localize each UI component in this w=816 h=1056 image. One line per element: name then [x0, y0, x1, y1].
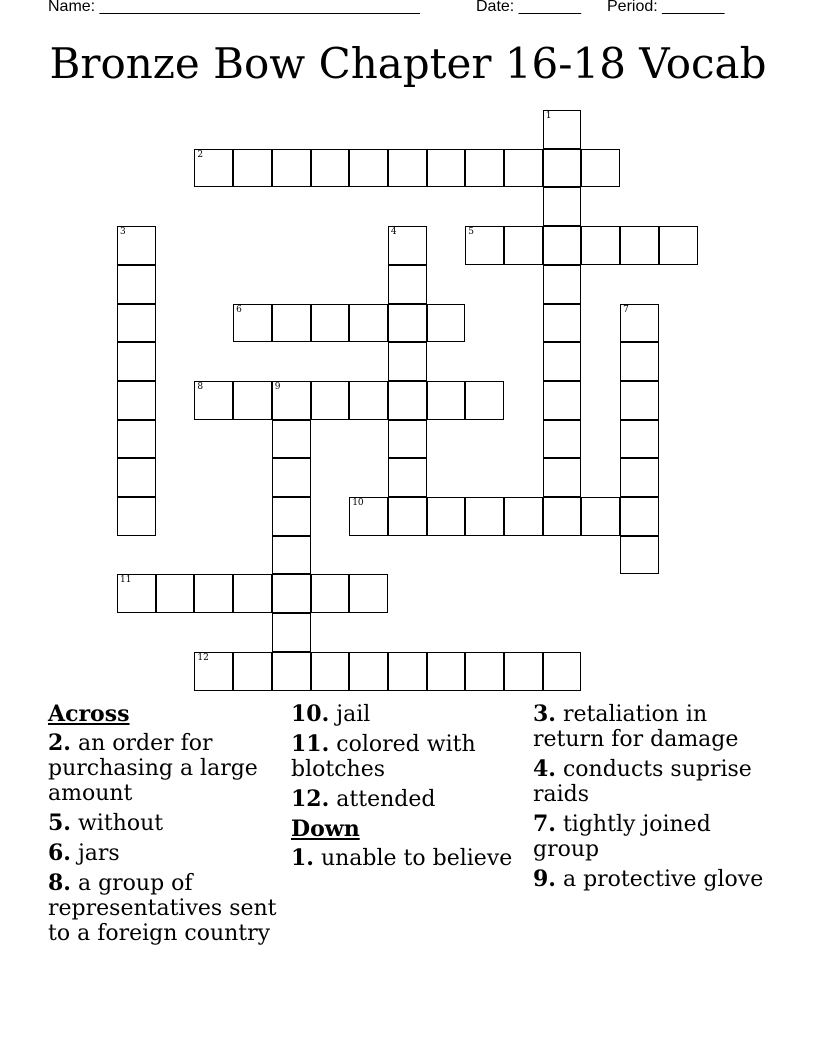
- grid-cell[interactable]: [504, 652, 543, 691]
- grid-cell[interactable]: [311, 304, 350, 343]
- grid-cell[interactable]: [311, 574, 350, 613]
- clue-number: 2: [197, 149, 204, 160]
- clue-number: 1: [545, 111, 552, 121]
- clue-number: 3: [120, 227, 126, 238]
- grid-cell[interactable]: [388, 458, 427, 497]
- grid-cell[interactable]: [427, 381, 466, 420]
- grid-cell[interactable]: [581, 226, 620, 265]
- grid-cell[interactable]: [620, 342, 659, 381]
- grid-cell[interactable]: [543, 458, 582, 497]
- grid-cell[interactable]: [388, 149, 427, 188]
- grid-cell[interactable]: [272, 574, 311, 613]
- grid-cell[interactable]: [620, 420, 659, 459]
- grid-cell[interactable]: [117, 342, 156, 381]
- clue-number: 10: [352, 498, 364, 508]
- grid-cell[interactable]: [272, 497, 311, 536]
- grid-cell[interactable]: [272, 149, 311, 188]
- clues-column-2: [291, 702, 527, 876]
- grid-cell[interactable]: [349, 497, 388, 536]
- grid-cell[interactable]: [388, 342, 427, 381]
- grid-cell[interactable]: [349, 652, 388, 691]
- clue-across-2: 2. an order for purchasing a large amount: [48, 730, 258, 806]
- grid-cell[interactable]: [620, 381, 659, 420]
- clue-across-12: 12. attended: [291, 786, 436, 812]
- grid-cell[interactable]: [117, 226, 156, 265]
- grid-cell[interactable]: [272, 536, 311, 575]
- grid-cell[interactable]: [620, 458, 659, 497]
- grid-cell[interactable]: [465, 149, 504, 188]
- grid-cell[interactable]: [349, 574, 388, 613]
- grid-cell[interactable]: [272, 652, 311, 691]
- grid-cell[interactable]: [194, 149, 233, 188]
- clue-down-4: 4. conducts suprise raids: [533, 756, 752, 807]
- across-heading: Across: [48, 701, 130, 727]
- grid-cell[interactable]: [543, 342, 582, 381]
- grid-cell[interactable]: [581, 497, 620, 536]
- grid-cell[interactable]: [620, 536, 659, 575]
- grid-cell[interactable]: [388, 304, 427, 343]
- grid-cell[interactable]: [272, 304, 311, 343]
- clue-across-11: 11. colored with blotches: [291, 731, 476, 782]
- grid-cell[interactable]: [194, 652, 233, 691]
- grid-cell[interactable]: [194, 574, 233, 613]
- date-field-label[interactable]: Date: _______: [476, 0, 581, 15]
- grid-cell[interactable]: [272, 420, 311, 459]
- grid-cell[interactable]: [504, 497, 543, 536]
- grid-cell[interactable]: [620, 226, 659, 265]
- grid-cell[interactable]: [427, 652, 466, 691]
- grid-cell[interactable]: [233, 574, 272, 613]
- grid-cell[interactable]: [659, 226, 698, 265]
- grid-cell[interactable]: [620, 304, 659, 343]
- grid-cell[interactable]: [388, 381, 427, 420]
- grid-cell[interactable]: [543, 652, 582, 691]
- grid-cell[interactable]: [117, 420, 156, 459]
- clue-number: 7: [623, 304, 629, 315]
- grid-cell[interactable]: [272, 613, 311, 652]
- grid-cell[interactable]: [543, 381, 582, 420]
- grid-cell[interactable]: [388, 265, 427, 304]
- grid-cell[interactable]: [233, 304, 272, 343]
- clue-down-9: 9. a protective glove: [533, 866, 764, 892]
- grid-cell[interactable]: [427, 497, 466, 536]
- grid-cell[interactable]: [117, 265, 156, 304]
- grid-cell[interactable]: [543, 226, 582, 265]
- grid-cell[interactable]: [233, 652, 272, 691]
- clue-across-8: 8. a group of representatives sent to a foreign country: [48, 870, 277, 946]
- grid-cell[interactable]: [543, 265, 582, 304]
- grid-cell[interactable]: [117, 381, 156, 420]
- grid-cell[interactable]: [349, 381, 388, 420]
- grid-cell[interactable]: [543, 497, 582, 536]
- grid-cell[interactable]: [620, 497, 659, 536]
- grid-cell[interactable]: [194, 381, 233, 420]
- grid-cell[interactable]: [427, 149, 466, 188]
- clue-number: 12: [197, 652, 209, 663]
- grid-cell[interactable]: [311, 149, 350, 188]
- grid-cell[interactable]: [465, 652, 504, 691]
- grid-cell[interactable]: [117, 574, 156, 613]
- clue-number: 11: [120, 575, 132, 586]
- name-field-label[interactable]: Name: ____________________________________: [48, 0, 420, 15]
- grid-cell[interactable]: [543, 187, 582, 226]
- grid-cell[interactable]: [388, 226, 427, 265]
- clue-number: 9: [274, 381, 281, 392]
- clue-number: 5: [468, 227, 475, 238]
- grid-cell[interactable]: [581, 149, 620, 188]
- clue-number: 8: [197, 381, 204, 392]
- clue-across-5: 5. without: [48, 810, 164, 836]
- grid-cell[interactable]: [465, 497, 504, 536]
- grid-cell[interactable]: [504, 226, 543, 265]
- period-field-label[interactable]: Period: _______: [607, 0, 725, 15]
- grid-cell[interactable]: [388, 497, 427, 536]
- page-title: Bronze Bow Chapter 16-18 Vocab: [49, 39, 767, 88]
- clues-column-3: [533, 702, 769, 897]
- grid-cell[interactable]: [543, 304, 582, 343]
- grid-cell[interactable]: [543, 420, 582, 459]
- grid-cell[interactable]: [465, 226, 504, 265]
- grid-cell[interactable]: [156, 574, 195, 613]
- clue-down-7: 7. tightly joined group: [533, 811, 711, 862]
- grid-cell[interactable]: [311, 652, 350, 691]
- clue-number: 4: [390, 227, 397, 238]
- clue-number: 6: [236, 304, 242, 315]
- grid-cell[interactable]: [117, 497, 156, 536]
- grid-cell[interactable]: [504, 149, 543, 188]
- grid-cell[interactable]: [233, 149, 272, 188]
- grid-cell[interactable]: [272, 458, 311, 497]
- grid-cell[interactable]: [311, 381, 350, 420]
- down-heading: Down: [291, 816, 360, 842]
- grid-cell[interactable]: [272, 381, 311, 420]
- clues-column-1: [48, 702, 284, 951]
- grid-cell[interactable]: [117, 304, 156, 343]
- clue-down-3: 3. retaliation in return for damage: [533, 701, 739, 752]
- clue-down-1: 1. unable to believe: [291, 845, 513, 871]
- grid-cell[interactable]: [349, 149, 388, 188]
- clue-across-6: 6. jars: [48, 840, 120, 866]
- grid-cell[interactable]: [117, 458, 156, 497]
- grid-cell[interactable]: [349, 304, 388, 343]
- grid-cell[interactable]: [388, 420, 427, 459]
- grid-cell[interactable]: [465, 381, 504, 420]
- grid-cell[interactable]: [543, 110, 582, 149]
- grid-cell[interactable]: [543, 149, 582, 188]
- grid-cell[interactable]: [427, 304, 466, 343]
- grid-cell[interactable]: [233, 381, 272, 420]
- grid-cell[interactable]: [388, 652, 427, 691]
- clue-across-10: 10. jail: [291, 701, 371, 727]
